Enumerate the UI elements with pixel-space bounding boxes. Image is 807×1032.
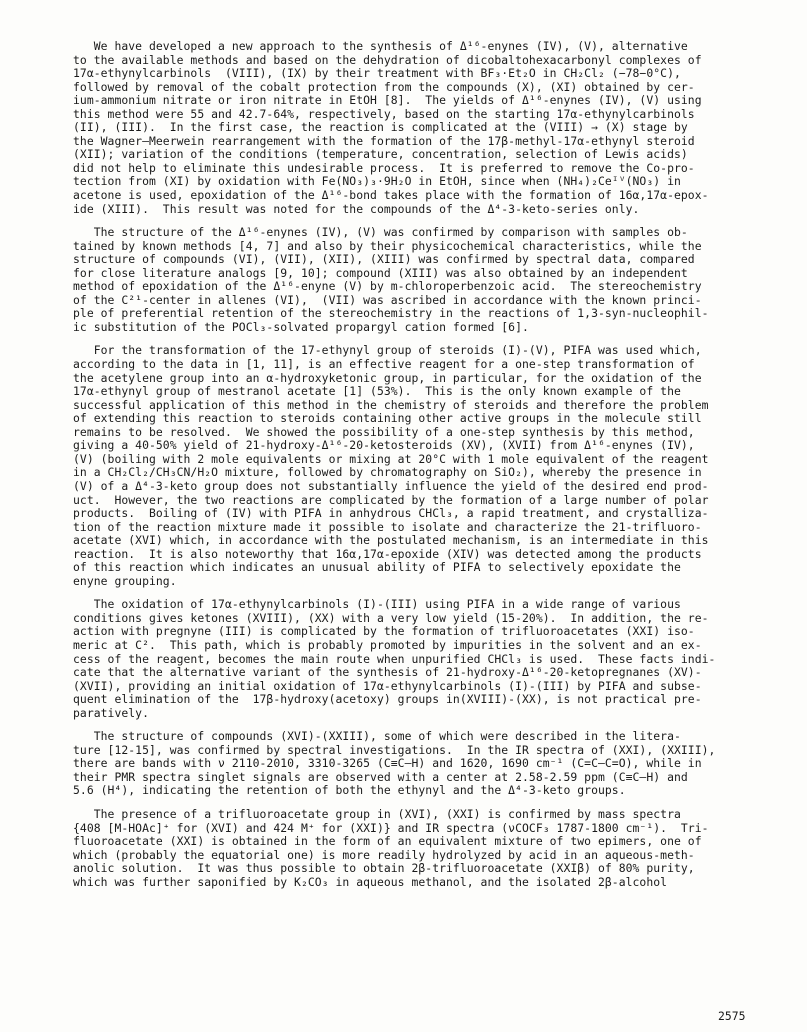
text-line: {408 [M-HOAc]⁺ for (XVI) and 424 M⁺ for (XXI)} and IR spectra (νCOCF₃ 1787-1800 cm⁻¹). Tri- bbox=[73, 820, 709, 835]
text-line: conditions gives ketones (XVIII), (XX) with a very low yield (15-20%). In addition, the re- bbox=[73, 610, 709, 625]
text-line: which (probably the equatorial one) is more readily hydrolyzed by acid in an aqueous-meth- bbox=[73, 847, 695, 862]
paragraph bbox=[73, 598, 751, 720]
text-line: (V) of a Δ⁴-3-keto group does not substantially influence the yield of the desired end prod- bbox=[73, 478, 709, 493]
text-line: ic substitution of the POCl₃-solvated propargyl cation formed [6]. bbox=[73, 319, 529, 334]
text-line: tained by known methods [4, 7] and also by their physicochemical characteristics, while the bbox=[73, 238, 702, 253]
text-line: the acetylene group into an α-hydroxyketonic group, in particular, for the oxidation of the bbox=[73, 370, 702, 385]
text-line: meric at C². This path, which is probably promoted by impurities in the solvent and an ex- bbox=[73, 637, 702, 652]
text-line: followed by removal of the cobalt protection from the compounds (X), (XI) obtained by cer- bbox=[73, 79, 695, 94]
paragraph bbox=[73, 40, 751, 216]
text-line: 5.6 (H⁴), indicating the retention of both the ethynyl and the Δ⁴-3-keto groups. bbox=[73, 783, 626, 798]
text-line: according to the data in [1, 11], is an effective reagent for a one-step transformation of bbox=[73, 357, 695, 372]
text-line: reaction. It is also noteworthy that 16α,17α-epoxide (XIV) was detected among the products bbox=[73, 546, 702, 561]
text-line: there are bands with ν 2110-2010, 3310-3265 (C≡C—H) and 1620, 1690 cm⁻¹ (C=C—C=O), while in bbox=[73, 756, 702, 771]
text-line: remains to be resolved. We showed the possibility of a one-step synthesis by this method, bbox=[73, 424, 695, 439]
text-line: (V) (boiling with 2 mole equivalents or mixing at 20°C with 1 mole equivalent of the reagent bbox=[73, 451, 709, 466]
text-line: paratively. bbox=[73, 705, 149, 720]
text-line: method of epoxidation of the Δ¹⁶-enyne (V) by m-chloroperbenzoic acid. The stereochemistry bbox=[73, 279, 702, 294]
text-line: ium-ammonium nitrate or iron nitrate in EtOH [8]. The yields of Δ¹⁶-enynes (IV), (V) using bbox=[73, 93, 702, 108]
text-line: ple of preferential retention of the stereochemistry in the reactions of 1,3-syn-nucleophil- bbox=[73, 306, 709, 321]
paragraph bbox=[73, 226, 751, 334]
text-line: of this reaction which indicates an unusual ability of PIFA to selectively epoxidate the bbox=[73, 560, 681, 575]
text-line: which was further saponified by K₂CO₃ in aqueous methanol, and the isolated 2β-alcohol bbox=[73, 874, 668, 889]
text-line: The oxidation of 17α-ethynylcarbinols (I)-(III) using PIFA in a wide range of various bbox=[73, 597, 681, 612]
text-line: for close literature analogs [9, 10]; compound (XIII) was also obtained by an independent bbox=[73, 265, 688, 280]
text-line: ture [12-15], was confirmed by spectral investigations. In the IR spectra of (XXI), (XXIII), bbox=[73, 742, 716, 757]
text-line: action with pregnyne (III) is complicated by the formation of trifluoroacetates (XXI) iso- bbox=[73, 624, 695, 639]
text-line: (XVII), providing an initial oxidation of 17α-ethynylcarbinols (I)-(III) by PIFA and subse- bbox=[73, 678, 702, 693]
text-line: fluoroacetate (XXI) is obtained in the form of an equivalent mixture of two epimers, one of bbox=[73, 834, 702, 849]
paragraph bbox=[73, 808, 751, 889]
text-line: cess of the reagent, becomes the main route when unpurified CHCl₃ is used. These facts indi- bbox=[73, 651, 716, 666]
text-line: The structure of the Δ¹⁶-enynes (IV), (V) was confirmed by comparison with samples ob- bbox=[73, 225, 688, 240]
text-line: For the transformation of the 17-ethynyl group of steroids (I)-(V), PIFA was used which, bbox=[73, 343, 702, 358]
text-line: of extending this reaction to steroids containing other active groups in the molecule still bbox=[73, 411, 702, 426]
text-line: The presence of a trifluoroacetate group in (XVI), (XXI) is confirmed by mass spectra bbox=[73, 806, 681, 821]
text-line: 17α-ethynyl group of mestranol acetate [1] (53%). This is the only known example of the bbox=[73, 384, 681, 399]
text-line: successful application of this method in the chemistry of steroids and therefore the problem bbox=[73, 397, 709, 412]
text-line: this method were 55 and 42.7-64%, respectively, based on the starting 17α-ethynylcarbinols bbox=[73, 106, 695, 121]
text-line: tection from (XI) by oxidation with Fe(NO₃)₃·9H₂O in EtOH, since when (NH₄)₂Ceᴵⱽ(NO₃) in bbox=[73, 174, 681, 189]
body-text bbox=[73, 40, 751, 899]
text-line: uct. However, the two reactions are complicated by the formation of a large number of polar bbox=[73, 492, 709, 507]
text-line: to the available methods and based on the dehydration of dicobaltohexacarbonyl complexes of bbox=[73, 52, 702, 67]
text-line: anolic solution. It was thus possible to obtain 2β-trifluoroacetate (XXIβ) of 80% purity, bbox=[73, 861, 695, 876]
text-line: tion of the reaction mixture made it possible to isolate and characterize the 21-trifluoro- bbox=[73, 519, 702, 534]
text-line: giving a 40-50% yield of 21-hydroxy-Δ¹⁶-20-ketosteroids (XV), (XVII) from Δ¹⁶-enynes (IV), bbox=[73, 438, 695, 453]
text-line: their PMR spectra singlet signals are observed with a center at 2.58-2.59 ppm (C≡C—H) and bbox=[73, 769, 688, 784]
page-number: 2575 bbox=[718, 1009, 746, 1023]
text-line: ide (XIII). This result was noted for the compounds of the Δ⁴-3-keto-series only. bbox=[73, 201, 640, 216]
text-line: quent elimination of the 17β-hydroxy(acetoxy) groups in(XVIII)-(XX), is not practical pre- bbox=[73, 692, 702, 707]
text-line: We have developed a new approach to the synthesis of Δ¹⁶-enynes (IV), (V), alternative bbox=[73, 39, 688, 53]
text-line: (XII); variation of the conditions (temperature, concentration, selection of Lewis acids) bbox=[73, 147, 688, 162]
text-line: cate that the alternative variant of the synthesis of 21-hydroxy-Δ¹⁶-20-ketopregnanes (XV)- bbox=[73, 665, 702, 680]
text-line: structure of compounds (VI), (VII), (XII), (XIII) was confirmed by spectral data, compared bbox=[73, 252, 695, 267]
text-line: (II), (III). In the first case, the reaction is complicated at the (VIII) → (X) stage by bbox=[73, 120, 688, 135]
text-line: enyne grouping. bbox=[73, 573, 177, 588]
text-line: the Wagner—Meerwein rearrangement with the formation of the 17β-methyl-17α-ethynyl steroid bbox=[73, 133, 695, 148]
text-line: acetate (XVI) which, in accordance with the postulated mechanism, is an intermediate in this bbox=[73, 533, 709, 548]
text-line: acetone is used, epoxidation of the Δ¹⁶-bond takes place with the formation of 16α,17α-epox- bbox=[73, 188, 709, 203]
paragraph bbox=[73, 344, 751, 588]
text-line: The structure of compounds (XVI)-(XXIII), some of which were described in the litera- bbox=[73, 729, 681, 744]
text-line: did not help to eliminate this undesirable process. It is preferred to remove the Co-pro- bbox=[73, 160, 695, 175]
paragraph bbox=[73, 730, 751, 798]
text-line: in a CH₂Cl₂/CH₃CN/H₂O mixture, followed by chromatography on SiO₂), whereby the presence in bbox=[73, 465, 702, 480]
text-line: 17α-ethynylcarbinols (VIII), (IX) by their treatment with BF₃·Et₂O in CH₂Cl₂ (−78−0°C), bbox=[73, 66, 681, 81]
text-line: of the C²¹-center in allenes (VI), (VII) was ascribed in accordance with the known princi- bbox=[73, 292, 702, 307]
text-line: products. Boiling of (IV) with PIFA in anhydrous CHCl₃, a rapid treatment, and crystalliza- bbox=[73, 506, 709, 521]
